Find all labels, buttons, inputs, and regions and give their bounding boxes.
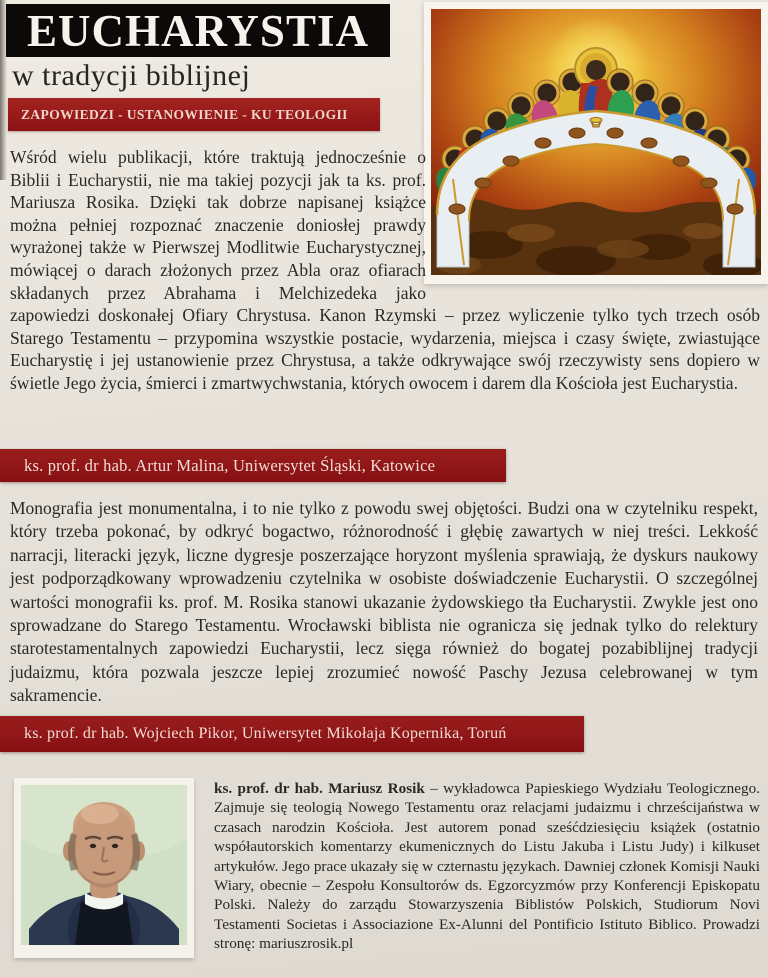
review-2-paragraph — [10, 497, 758, 708]
book-title-banner — [6, 4, 390, 57]
review-1-credit: ks. prof. dr hab. Artur Malina, Uniwersytet Śląski, Katowice — [24, 455, 436, 475]
book-title: EUCHARYSTIA — [27, 5, 369, 56]
tagline-banner — [8, 98, 380, 131]
review-1-paragraph — [10, 146, 760, 395]
tagline-text: ZAPOWIEDZI - USTANOWIENIE - KU TEOLOGII — [21, 106, 348, 122]
review-1-credit-banner — [0, 449, 506, 482]
review-2-text: Monografia jest monumentalna, i to nie tylko z powodu swej objętości. Budzi ona w czytelniku respekt, który trzeba pokonać, by odkryć bogactwo, różnorodność i głębię zawartych w niej treści. Lekkość narracji, literacki język, liczne dygresje poszerzające horyzont myślenia sprawiają, że dyskurs naukowy jest podporządkowany wprowadzeniu czytelnika w osobiste doświadczenie Eucharystii. O szczególnej wartości monografii ks. prof. M. Rosika stanowi ukazanie żydowskiego tła Eucharystii. Zwykle jest ono sprowadzane do Starego Testamentu. Wrocławski biblista nie ogranicza się jednak tylko do relektury starotestamentalnych zapowiedzi Eucharystii, lecz sięga również do bogatej pozabiblijnej tradycji judaizmu, która pozwala jeszcze lepiej zrozumieć nowość Paschy Jezusa celebrowanej w tym sakramencie. — [10, 498, 758, 706]
review-1-text: Wśród wielu publikacji, które traktują jednocześnie o Biblii i Eucharystii, nie ma takiej pozycji jak ta ks. prof. Mariusza Rosika. Dzięki tak dobrze napisanej książce można pełniej rozpoznać znaczenie doniosłej prawdy wyrażonej także w Pierwszej Modlitwie Eucharystycznej, mówiącej o darach złożonych przez Abla oraz ofiarach składanych przez Abrahama i Melchizedeka jako zapowiedzi doskonałej Ofiary Chrystusa. Kanon Rzymski – przez wyliczenie tylko tych trzech osób Starego Testamentu – przypomina wszystkie postacie, wydarzenia, miejsca i czasy święte, zwiastujące Eucharystię i jej ustanowienie przez Chrystusa, a także odkrywające swój rzeczywisty sens dopiero w świetle Jego życia, śmierci i zmartwychwstania, których owocem i darem dla Kościoła jest Eucharystia. — [10, 147, 760, 393]
review-2-credit-banner — [0, 716, 584, 752]
author-portrait-photo — [14, 778, 194, 958]
book-subtitle: w tradycji biblijnej — [12, 59, 251, 92]
author-portrait-svg — [21, 785, 187, 945]
review-2-credit: ks. prof. dr hab. Wojciech Pikor, Uniwersytet Mikołaja Kopernika, Toruń — [24, 725, 507, 742]
author-bio — [214, 779, 760, 954]
author-name: ks. prof. dr hab. Mariusz Rosik — [214, 780, 431, 797]
author-bio-text: – wykładowca Papieskiego Wydziału Teologicznego. Zajmuje się teologią Nowego Testamentu oraz relacjami judaizmu i chrześcijaństwa w czasach narodzin Kościoła. Jest autorem ponad sześćdziesięciu książek (ostatnio współautorskich komentarzy ekumenicznych do Listu Jakuba i Listu Judy) i kilkuset artykułów. Jego prace ukazały się w czternastu językach. Dawniej członek Komisji Nauki Wiary, obecnie – Zespołu Konsultorów ds. Egzorcyzmów przy Konferencji Episkopatu Polski. Należy do zarządu Stowarzyszenia Biblistów Polskich, Studiorum Novi Testamenti Societas i Associazione Ex-Alunni del Pontificio Istituto Biblico. Prowadzi stronę: mariuszrosik.pl — [214, 780, 760, 953]
artwork-wrap-spacer — [426, 146, 760, 296]
